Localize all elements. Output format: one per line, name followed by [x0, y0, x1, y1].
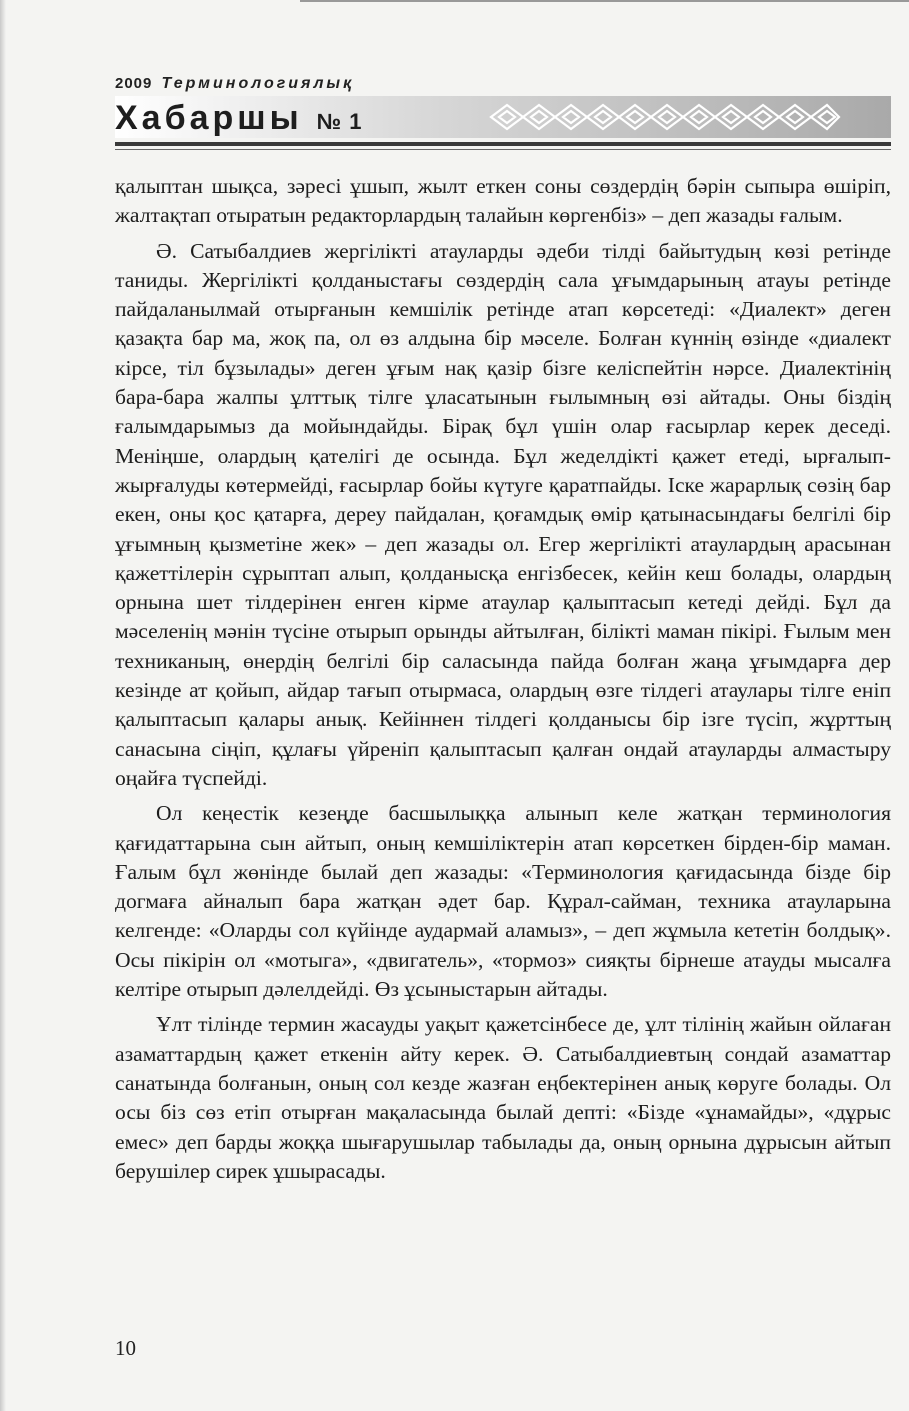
article-body — [115, 172, 891, 1186]
ornament-pattern — [487, 100, 843, 134]
masthead — [115, 70, 891, 160]
masthead-title-line — [115, 98, 363, 142]
masthead-rule-thick — [115, 142, 891, 146]
paragraph-4: Ұлт тілінде термин жасауды уақыт қажетсінбесе де, ұлт тілінің жайын ойлаған азаматтардың қажет еткенін айту керек. Ә. Сатыбалдиевтың сондай азаматтар санатында болғанын, оның сол кезде жазған еңбектерінен анық көруге болады. Ол осы біз сөз етіп отырған мақаласында былай депті: «Бізде «ұнамайды», «дұрыс емес» деп барды жоққа шығарушылар табылады да, оның орнына дұрысын айтып берушілер сирек ұшырасады. — [115, 1012, 891, 1183]
masthead-year: 2009 — [115, 75, 153, 92]
top-rule — [300, 0, 909, 2]
page-edge-shadow — [0, 0, 6, 1411]
paragraph-3: Ол кеңестік кезеңде басшылыққа алынып келе жатқан терминология қағидаттарына сын айтып, оның кемшіліктерін атап көрсеткен бірден-бір маман. Ғалым бұл жөнінде былай деп жазады: «Терминология қағидасында бізде бір догмаға айналып бара жатқан әдет бар. Құрал-сайман, техника атауларына келгенде: «Оларды сол күйінде аудармай аламыз», – деп жұмыла кететін болдық». Осы пікірін ол «мотыга», «двигатель», «тормоз» сияқты бірнеше атауды мысалға келтіре отырып дәлелдейді. Өз ұсыныстарын айтады. — [115, 801, 891, 1002]
page-number: 10 — [115, 1336, 136, 1360]
masthead-title: Хабаршы — [115, 99, 303, 137]
paragraph-2: Ә. Сатыбалдиев жергілікті атауларды әдеби тілді байытудың көзі ретінде таниды. Жергілікті қолданыстағы сөздердің сала ұғымдарының атауы ретінде пайдаланылмай отырғанын кемшілік ретінде атап көрсетеді: «Диалект» деген қазақта бар ма, жоқ па, ол өз алдына бір мәселе. Болған күннің өзінде «диалект кірсе, тіл бұзылады» деген ұғым нақ қазір бізге келіспейтін нәрсе. Диалектінің бара-бара жалпы ұлттық тілге ұласатынын ғылымның өзі айтады. Оны біздің ғалымдарымыз да мойындайды. Бірақ бұл үшін олар ғасырлар керек деседі. Меніңше, олардың қателігі де осында. Бұл жеделдікті қажет етеді, ырғалып-жырғалуды көтермейді, ғасырлар бойы күтуге қаратпайды. Іске жарарлық сөзің бар екен, оны қос қатарға, дереу пайдалан, қоғамдық өмір қатынасындағы белгілі бір ұғымның қызметіне жек» – деп жазады ол. Егер жергілікті атаулардың арасынан қажеттілерін сұрыптап алып, қолданысқа енгізбесек, кейін кеш болады, олардың орнына шет тілдерінен енген кірме атаулар қалыптасып кетеді дейді. Бұл да мәселенің мәнін түсіне отырып орынды айтылған, білікті маман пікірі. Ғылым мен техниканың, өнердің белгілі бір саласында пайда болған жаңа ұғымдарға дер кезінде ат қойып, айдар тағып отырмаса, олардың өзге тілдегі атаулары тілге еніп қалыптасып қалары анық. Кейіннен тілдегі қолданысы бір ізге түсіп, жұрттың санасына сіңіп, құлағы үйреніп қалыптасып қалған ондай атауларды алмастыру оңайға түспейді. — [115, 238, 891, 790]
paragraph-1: қалыптан шықса, зәресі ұшып, жылт еткен соны сөздердің бәрін сыпыра өшіріп, жалтақтап отыратын редакторлардың талайын көргенбіз» – деп жазады ғалым. — [115, 174, 891, 228]
masthead-rule-thin — [115, 149, 891, 150]
masthead-issue: № 1 — [316, 109, 363, 134]
masthead-year-line — [115, 75, 354, 93]
masthead-journal-name: Терминологиялық — [161, 75, 355, 92]
